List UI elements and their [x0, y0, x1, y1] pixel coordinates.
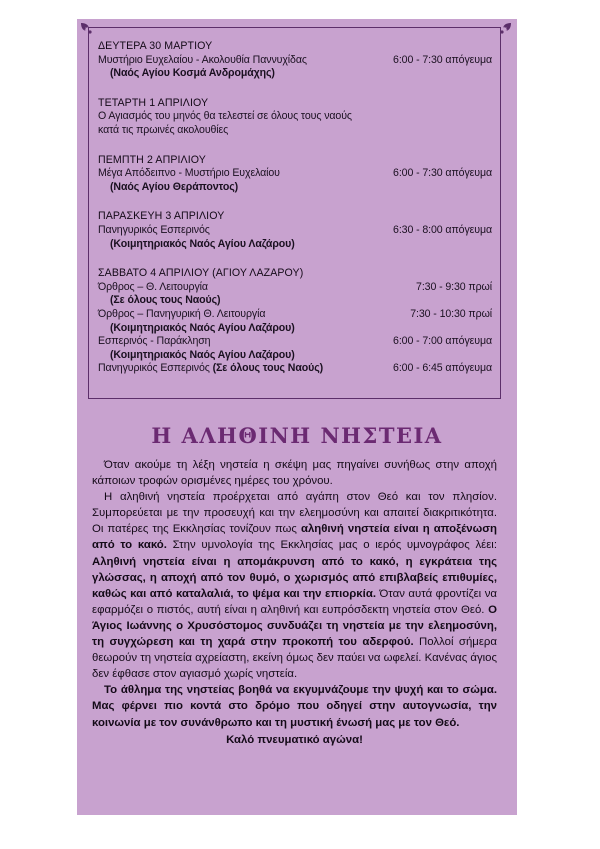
- bold-text-run: αληθινή νηστεία είναι η αποξένωση από το κακό.: [92, 523, 498, 552]
- event-service: Μυστήριο Ευχελαίου - Ακολουθία Παννυχίδας: [98, 53, 307, 66]
- event-line: [98, 124, 496, 138]
- event-line-text-wrap: [98, 224, 210, 238]
- event-line-text-wrap: [98, 362, 323, 376]
- schedule-event: [98, 267, 496, 376]
- event-day: ΠΑΡΑΣΚΕΥΗ 3 ΑΠΡΙΛΙΟΥ: [98, 210, 225, 223]
- article-title: Η ΑΛΗΘΙΝΗ ΝΗΣΤΕΙΑ: [151, 423, 443, 448]
- article-paragraph-3: [92, 682, 497, 730]
- event-line: [98, 308, 496, 322]
- services-schedule: [98, 40, 496, 376]
- event-time: 6:00 - 7:00 απόγευμα: [393, 335, 492, 348]
- event-line: [98, 281, 496, 295]
- text-run: Η αληθινή νηστεία προέρχεται από αγάπη στον Θεό και τον πλησίον. Συμπορεύεται με την προσευχή και την ελεημοσύνη και απαιτεί διακριτικότητα. Οι πατέρες της Εκκλησίας τονίζουν πως: [92, 491, 497, 536]
- event-time: 7:30 - 9:30 πρωί: [416, 280, 492, 293]
- event-service: Πανηγυρικός Εσπερινός: [98, 223, 210, 236]
- event-day: ΤΕΤΑΡΤΗ 1 ΑΠΡΙΛΙΟΥ: [98, 96, 209, 109]
- event-location: (Ναός Αγίου Κοσμά Ανδρομάχης): [110, 67, 275, 80]
- event-location: (Κοιμητηριακός Ναός Αγίου Λαζάρου): [110, 321, 295, 334]
- text-run: Πολλοί σήμερα θεωρούν τη νηστεία αχρείαστη, εκείνη όμως δεν παύει να ωφελεί. Κανένας άγιος δεν έφθασε στον αγιασμό χωρίς νηστεία.: [92, 636, 497, 681]
- event-location: (Σε όλους τους Ναούς): [110, 294, 221, 307]
- schedule-event: [98, 210, 496, 251]
- bold-text-run: Το άθλημα της νηστείας βοηθά να εκγυμνάζουμε την ψυχή και το σώμα. Μας φέρνει πιο κοντά στο δρόμο που οδηγεί στην αυτογνωσία, την κοινωνία με τον συνάνθρωπο και τη μυστική ένωσή μας με τον Θεό.: [92, 684, 497, 729]
- event-time: 6:00 - 6:45 απόγευμα: [393, 362, 492, 375]
- event-line-text-wrap: [98, 308, 265, 322]
- event-time: 6:30 - 8:00 απόγευμα: [393, 223, 492, 236]
- event-location: (Κοιμητηριακός Ναός Αγίου Λαζάρου): [110, 237, 295, 250]
- event-time: 7:30 - 10:30 πρωί: [410, 307, 492, 320]
- event-line: [98, 110, 496, 124]
- event-line-text-wrap: [98, 167, 280, 181]
- schedule-event: [98, 154, 496, 195]
- event-line: [98, 362, 496, 376]
- event-day: ΣΑΒΒΑΤΟ 4 ΑΠΡΙΛΙΟΥ (ΑΓΙΟΥ ΛΑΖΑΡΟΥ): [98, 267, 304, 280]
- event-service: Ο Αγιασμός του μηνός θα τελεστεί σε όλους τους ναούς: [98, 110, 352, 123]
- article-body: [92, 457, 497, 748]
- event-service: Όρθρος – Πανηγυρική Θ. Λειτουργία: [98, 307, 266, 320]
- bold-text-run: Ο Άγιος Ιωάννης ο Χρυσόστομος συνδυάζει τη νηστεία με την ελεημοσύνη, τη συγχώρεση και τη χαρά στην προκοπή του αδερφού.: [92, 603, 497, 649]
- event-location: (Ναός Αγίου Θεράποντος): [110, 180, 239, 193]
- event-line-text-wrap: [98, 335, 210, 349]
- event-line: [98, 224, 496, 238]
- event-line: [98, 335, 496, 349]
- event-time: 6:00 - 7:30 απόγευμα: [393, 167, 492, 180]
- event-location: (Σε όλους τους Ναούς): [212, 362, 324, 375]
- event-line-text-wrap: [98, 54, 307, 68]
- event-line: [98, 167, 496, 181]
- closing-wish: Καλό πνευματικό αγώνα!: [226, 733, 363, 746]
- event-service: κατά τις πρωινές ακολουθίες: [98, 123, 229, 136]
- text-run: Όταν αυτά φροντίζει να εφαρμόζει ο πιστός, αυτή είναι η αληθινή και ευπρόσδεκτη νηστεία στον Θεό.: [92, 587, 497, 616]
- event-service: Μέγα Απόδειπνο - Μυστήριο Ευχελαίου: [98, 167, 280, 180]
- event-day: ΠΕΜΠΤΗ 2 ΑΠΡΙΛΙΟΥ: [98, 153, 206, 166]
- event-line-text-wrap: [98, 124, 228, 138]
- article-paragraph-2: [92, 489, 497, 682]
- text-run: Στην υμνολογία της Εκκλησίας μας ο ιερός υμνογράφος λέει:: [166, 539, 497, 552]
- event-line-text-wrap: [98, 110, 352, 124]
- event-day: ΔΕΥΤΕΡΑ 30 ΜΑΡΤΙΟΥ: [98, 40, 213, 52]
- event-service: Εσπερινός - Παράκληση: [98, 335, 211, 348]
- schedule-event: [98, 97, 496, 138]
- event-line: [98, 54, 496, 68]
- article-paragraph-1: Όταν ακούμε τη λέξη νηστεία η σκέψη μας πηγαίνει συνήθως στην αποχή κάποιων τροφών ορισμένες ημέρες του χρόνου.: [92, 459, 497, 488]
- event-line-text-wrap: [98, 281, 208, 295]
- bold-text-run: Αληθινή νηστεία είναι η απομάκρυνση από το κακό, η εγκράτεια της γλώσσας, η αποχή από τον θυμό, ο χωρισμός από επιβλαβείς επιθυμίες, καθώς και από καταλαλιά, το ψέμα και την επιορκία.: [92, 555, 497, 600]
- event-service: Πανηγυρικός Εσπερινός: [98, 362, 210, 375]
- event-location: (Κοιμητηριακός Ναός Αγίου Λαζάρου): [110, 348, 295, 361]
- schedule-event: [98, 40, 496, 81]
- event-time: 6:00 - 7:30 απόγευμα: [393, 53, 492, 66]
- event-service: Όρθρος – Θ. Λειτουργία: [98, 280, 208, 293]
